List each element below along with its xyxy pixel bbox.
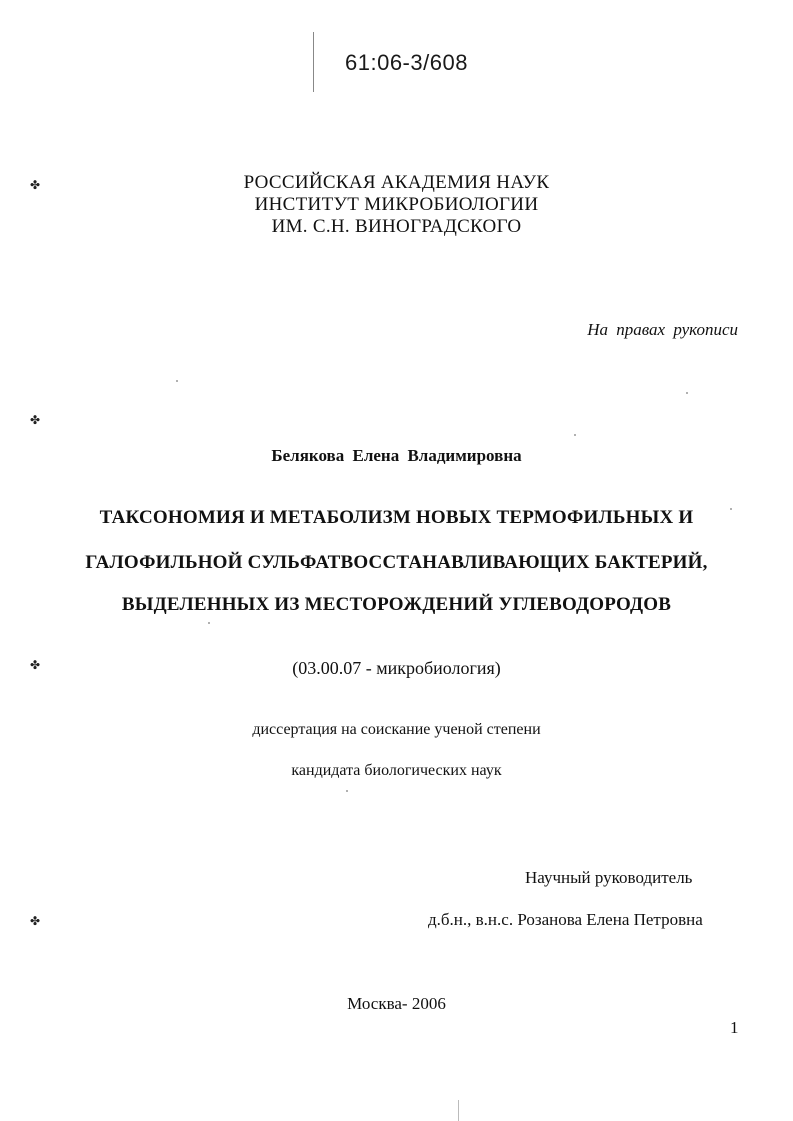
scan-speck (730, 508, 732, 510)
supervisor-name: д.б.н., в.н.с. Розанова Елена Петровна (428, 910, 703, 929)
degree-line-2: кандидата биологических наук (291, 762, 502, 779)
margin-punch-mark-icon: ✤ (30, 658, 41, 672)
scan-speck (346, 790, 348, 792)
scan-speck (208, 622, 210, 624)
supervisor-label: Научный руководитель (525, 868, 693, 887)
manuscript-rights-note: На правах рукописи (587, 320, 738, 339)
scan-speck (176, 380, 178, 382)
thesis-title-line-2: ГАЛОФИЛЬНОЙ СУЛЬФАТВОССТАНАВЛИВАЮЩИХ БАКТЕРИЙ, (85, 552, 708, 573)
margin-punch-mark-icon: ✤ (30, 178, 41, 192)
page-number: 1 (730, 1018, 739, 1037)
degree-line-1: диссертация на соискание ученой степени (252, 721, 541, 738)
author-name: Белякова Елена Владимировна (271, 446, 522, 465)
institution-header (0, 172, 793, 238)
scan-line-top (313, 32, 314, 92)
margin-punch-mark-icon: ✤ (30, 413, 41, 427)
city-year: Москва- 2006 (347, 994, 446, 1013)
archive-stamp: 61:06-3/608 (345, 50, 468, 75)
institution-line-1: РОССИЙСКАЯ АКАДЕМИЯ НАУК (243, 172, 550, 193)
institution-line-3: ИМ. С.Н. ВИНОГРАДСКОГО (271, 216, 522, 237)
scan-line-bottom (458, 1100, 459, 1121)
scan-speck (574, 434, 576, 436)
thesis-title-line-3: ВЫДЕЛЕННЫХ ИЗ МЕСТОРОЖДЕНИЙ УГЛЕВОДОРОДОВ (121, 594, 672, 615)
specialty-code: (03.00.07 - микробиология) (292, 658, 501, 678)
margin-punch-mark-icon: ✤ (30, 914, 41, 928)
institution-line-2: ИНСТИТУТ МИКРОБИОЛОГИИ (254, 194, 539, 215)
scan-speck (686, 392, 688, 394)
thesis-title-line-1: ТАКСОНОМИЯ И МЕТАБОЛИЗМ НОВЫХ ТЕРМОФИЛЬНЫХ И (99, 507, 694, 528)
